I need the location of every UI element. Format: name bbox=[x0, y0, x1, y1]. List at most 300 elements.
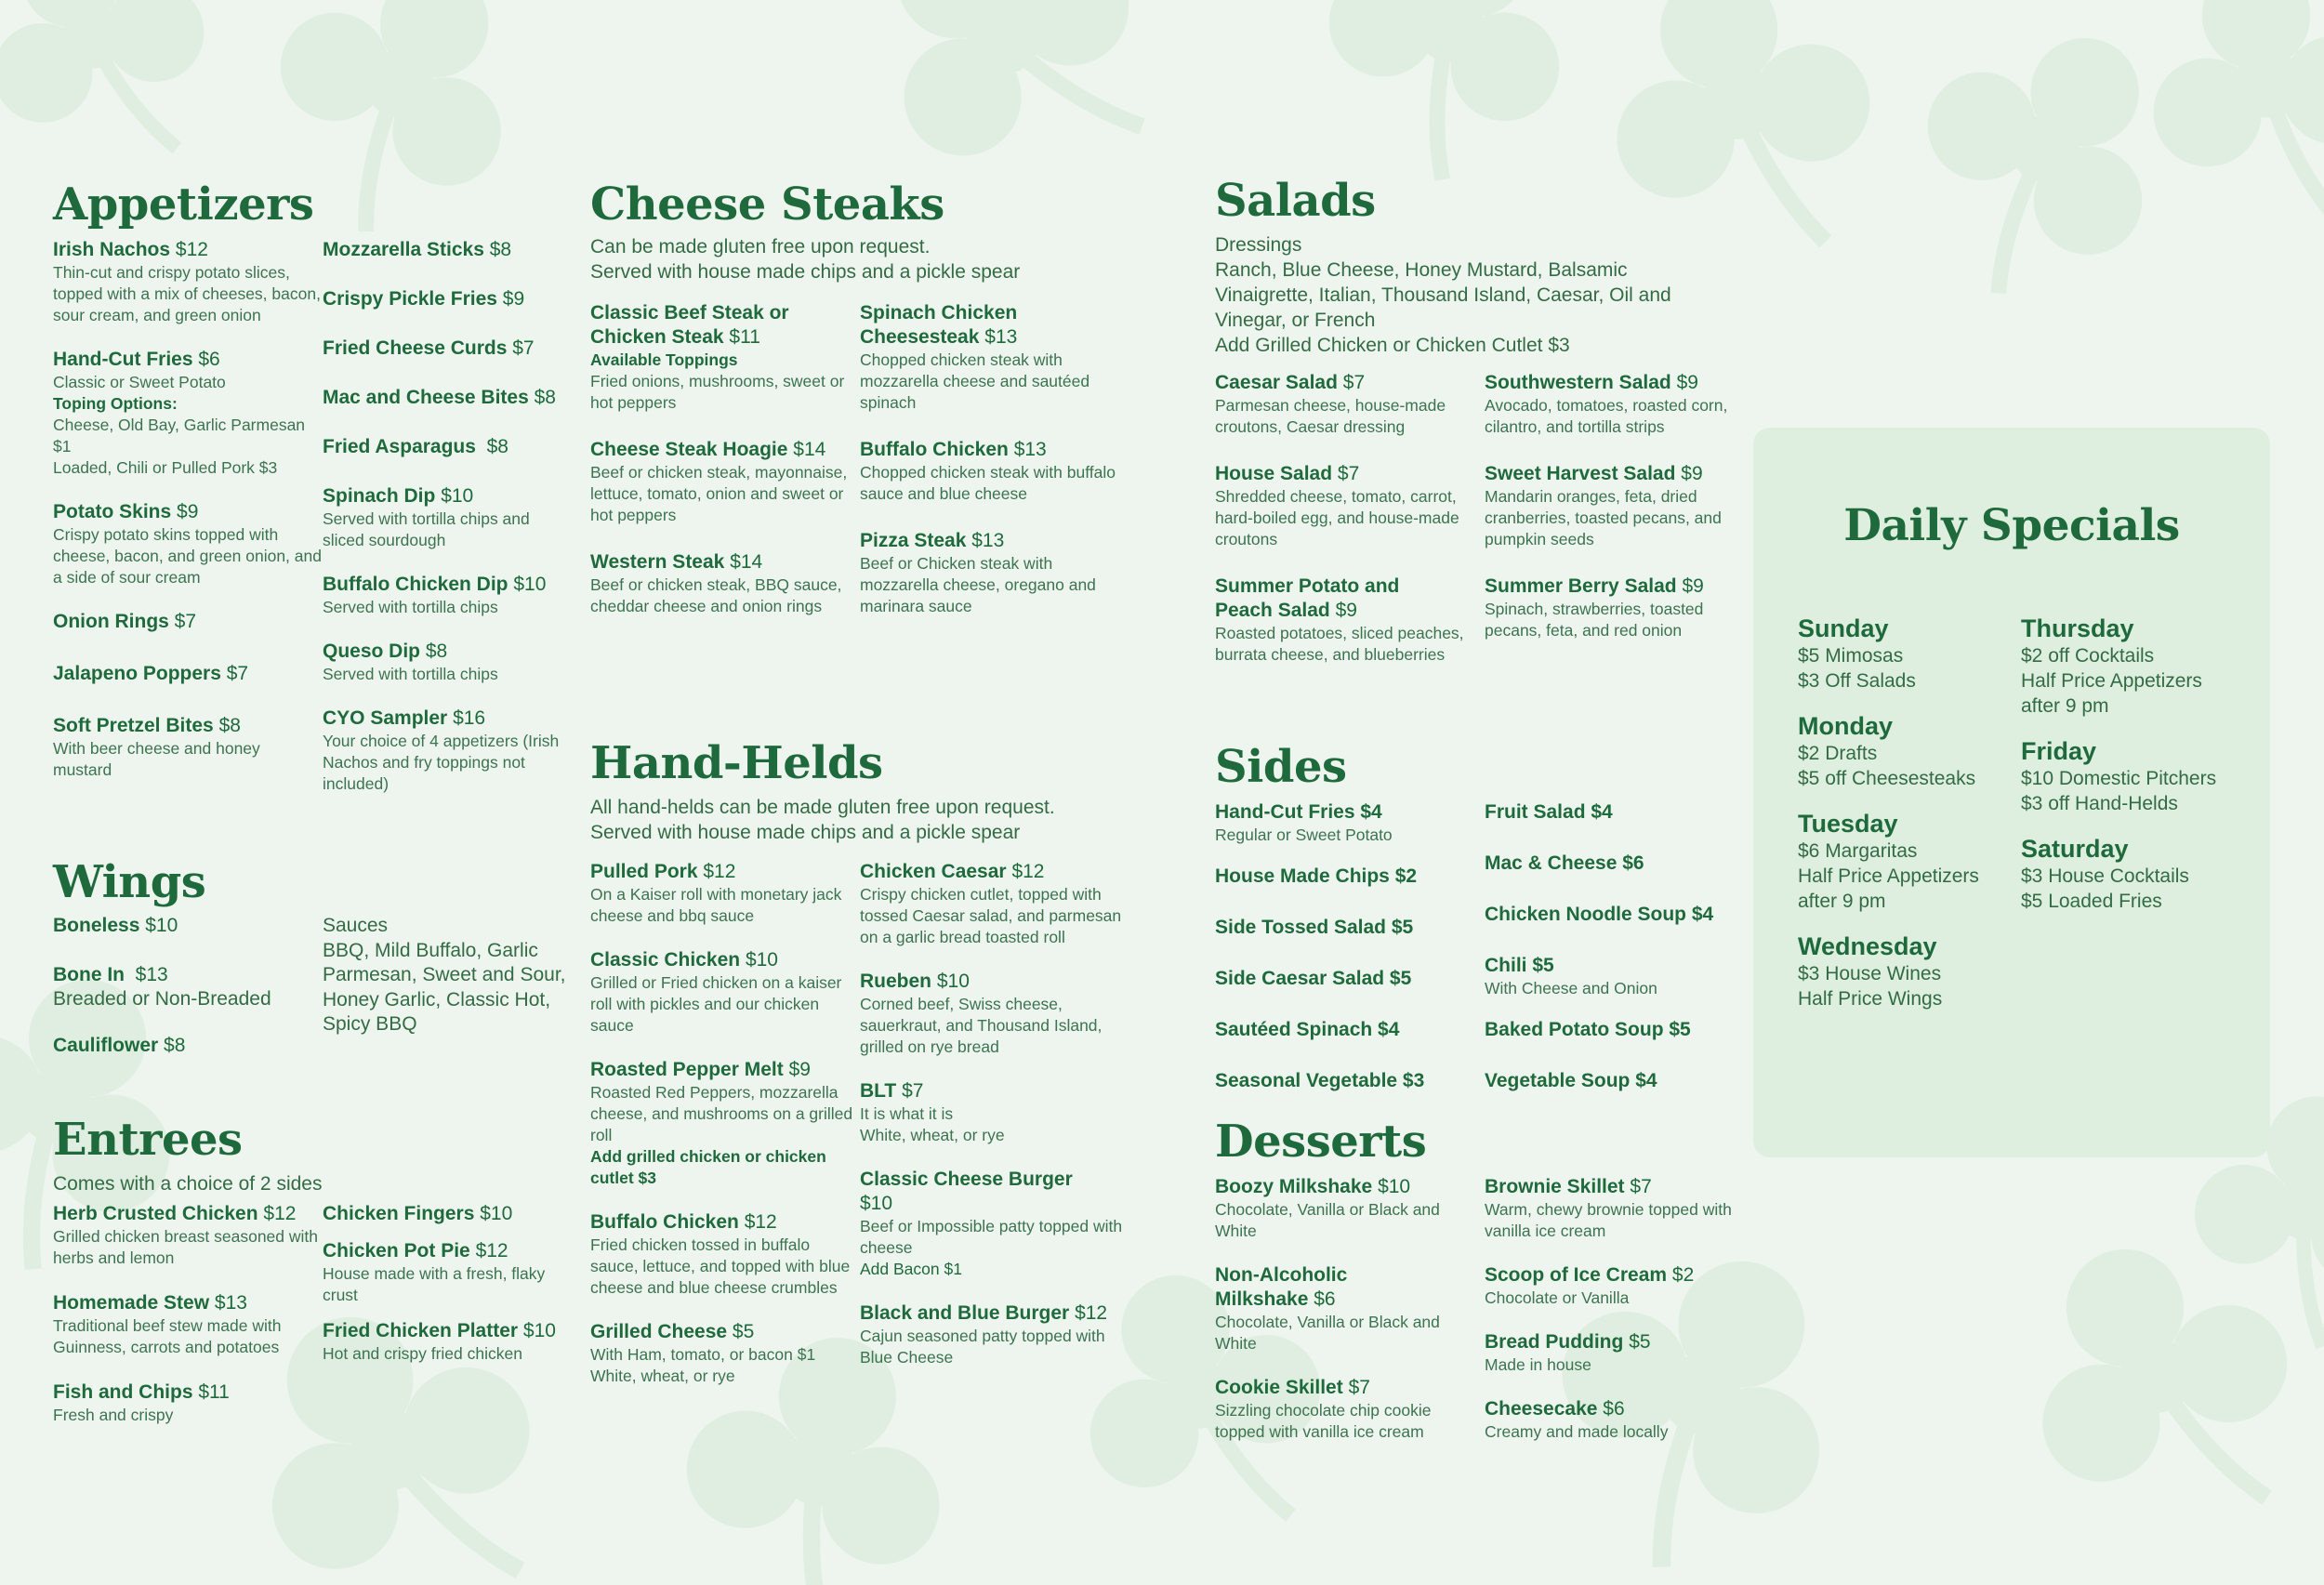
add-on-note: Add grilled chicken or chicken cutlet $3 bbox=[590, 1147, 826, 1187]
item-description: Spinach, strawberries, toasted pecans, feta, and red onion bbox=[1485, 600, 1704, 640]
item-price: $6 bbox=[1314, 1288, 1336, 1310]
item-name: Southwestern Salad bbox=[1485, 372, 1671, 393]
item-description: Beef or chicken steak, mayonnaise, lettuce, tomato, onion and sweet or hot peppers bbox=[590, 463, 848, 524]
item-name: Non-Alcoholic Milkshake bbox=[1215, 1264, 1348, 1310]
item-description: Chopped chicken steak with mozzarella cheese and sautéed spinach bbox=[860, 350, 1090, 412]
item-name: Cheesecake bbox=[1485, 1398, 1598, 1420]
item-price: $13 bbox=[214, 1292, 247, 1314]
menu-item bbox=[1485, 1069, 1754, 1093]
menu-item bbox=[1215, 462, 1485, 550]
menu-item bbox=[53, 714, 323, 781]
item-price: $13 bbox=[971, 530, 1005, 551]
item-name: House Made Chips $2 bbox=[1215, 865, 1418, 887]
menu-item bbox=[860, 438, 1129, 505]
item-name: Boneless bbox=[53, 915, 140, 936]
hand-helds-section bbox=[590, 737, 1148, 1408]
menu-item bbox=[590, 948, 860, 1037]
item-price: $7 bbox=[512, 337, 535, 359]
menu-item bbox=[323, 238, 560, 262]
item-price: $9 bbox=[1676, 372, 1698, 393]
deal-line: $6 Margaritas bbox=[1798, 840, 1918, 862]
menu-item bbox=[53, 1202, 323, 1269]
item-description: Grilled or Fried chicken on a kaiser roll with pickles and our chicken sauce bbox=[590, 973, 842, 1035]
day-name: Monday bbox=[1798, 712, 1894, 740]
appetizers-column-2 bbox=[323, 238, 560, 816]
item-description: Chopped chicken steak with buffalo sauce and blue cheese bbox=[860, 463, 1116, 503]
item-description: Made in house bbox=[1485, 1355, 1591, 1374]
item-description: Crispy chicken cutlet, topped with tossed Caesar salad, and parmesan on a garlic bread toasted roll bbox=[860, 885, 1122, 946]
item-description: Avocado, tomatoes, roasted corn, cilantro, and tortilla strips bbox=[1485, 396, 1728, 436]
item-description: On a Kaiser roll with monetary jack cheese and bbq sauce bbox=[590, 885, 842, 925]
item-price: $12 bbox=[263, 1203, 297, 1224]
item-description: Fried onions, mushrooms, sweet or hot peppers bbox=[590, 372, 845, 412]
menu-item bbox=[53, 1034, 323, 1058]
item-name: Chicken Noodle Soup $4 bbox=[1485, 904, 1714, 925]
menu-item bbox=[1215, 967, 1485, 991]
item-name: Soft Pretzel Bites bbox=[53, 715, 214, 736]
deal-line: Half Price Appetizers after 9 pm bbox=[1798, 865, 1979, 912]
item-price: $14 bbox=[730, 551, 763, 573]
item-price: $6 bbox=[1603, 1398, 1625, 1420]
menu-item bbox=[323, 484, 560, 551]
item-name: Potato Skins bbox=[53, 501, 172, 522]
item-price: $12 bbox=[1011, 861, 1045, 882]
add-on-note: Add Bacon $1 bbox=[860, 1260, 962, 1278]
menu-item bbox=[323, 337, 560, 361]
options-label: Toping Options: bbox=[53, 394, 178, 413]
daily-specials-title: Daily Specials bbox=[1843, 500, 2180, 551]
item-price: $12 bbox=[1075, 1302, 1108, 1324]
menu-item bbox=[1485, 575, 1754, 641]
item-name: Queso Dip bbox=[323, 641, 421, 662]
menu-item bbox=[1485, 1018, 1754, 1042]
salads-title: Salads bbox=[1215, 175, 1376, 227]
item-description: Served with tortilla chips bbox=[323, 598, 498, 616]
menu-item bbox=[590, 860, 860, 927]
special-day bbox=[1798, 809, 2021, 914]
menu-item bbox=[860, 860, 1129, 948]
item-price: $7 bbox=[226, 663, 249, 684]
item-description: Sizzling chocolate chip cookie topped with vanilla ice cream bbox=[1215, 1401, 1432, 1441]
desserts-title: Desserts bbox=[1215, 1116, 1427, 1168]
day-name: Sunday bbox=[1798, 614, 1889, 642]
deal-line: $5 off Cheesesteaks bbox=[1798, 768, 1976, 789]
item-price: $7 bbox=[1630, 1176, 1652, 1197]
item-price: $9 bbox=[1681, 463, 1703, 484]
item-name: BLT bbox=[860, 1080, 897, 1102]
menu-item bbox=[1485, 800, 1754, 825]
special-day bbox=[1798, 711, 2021, 791]
day-name: Tuesday bbox=[1798, 810, 1898, 838]
menu-item bbox=[323, 1319, 560, 1365]
item-name: Roasted Pepper Melt bbox=[590, 1059, 784, 1080]
item-description: Mandarin oranges, feta, dried cranberries, toasted pecans, and pumpkin seeds bbox=[1485, 487, 1722, 548]
entrees-intro: Comes with a choice of 2 sides bbox=[53, 1173, 323, 1195]
menu-item bbox=[1485, 954, 1754, 999]
item-description: Creamy and made locally bbox=[1485, 1422, 1669, 1441]
menu-item bbox=[860, 529, 1129, 617]
menu-item bbox=[1215, 1069, 1485, 1093]
item-name: Hand-Cut Fries $4 bbox=[1215, 801, 1382, 823]
item-name: Fish and Chips bbox=[53, 1381, 193, 1403]
cheese-steaks-section bbox=[590, 178, 1148, 639]
item-name: Spinach Chicken Cheesesteak bbox=[860, 302, 1018, 348]
wings-items bbox=[53, 914, 323, 1079]
menu-item bbox=[323, 707, 560, 795]
item-description: Beef or Impossible patty topped with cheese bbox=[860, 1217, 1123, 1257]
item-name: Hand-Cut Fries bbox=[53, 349, 193, 370]
special-day bbox=[1798, 931, 2021, 1011]
item-price: $9 bbox=[177, 501, 199, 522]
item-price: $12 bbox=[475, 1240, 508, 1261]
item-description: Chocolate or Vanilla bbox=[1485, 1288, 1630, 1307]
menu-item bbox=[1215, 575, 1485, 666]
menu-item bbox=[53, 963, 323, 1012]
appetizers-section bbox=[53, 178, 592, 816]
item-price: $7 bbox=[1337, 463, 1360, 484]
hand-helds-column-1 bbox=[590, 860, 860, 1408]
item-price: $7 bbox=[174, 611, 197, 632]
item-name: Boozy Milkshake bbox=[1215, 1176, 1373, 1197]
item-name: Fruit Salad $4 bbox=[1485, 801, 1613, 823]
item-price: $10 bbox=[860, 1193, 893, 1214]
item-price: $2 bbox=[1671, 1264, 1695, 1286]
deal-line: $3 House Cocktails bbox=[2021, 865, 2189, 887]
item-description: It is what it is bbox=[860, 1104, 954, 1123]
item-description: House made with a fresh, flaky crust bbox=[323, 1264, 546, 1304]
menu-item bbox=[323, 287, 560, 311]
item-name: Chicken Fingers bbox=[323, 1203, 475, 1224]
item-description: Beef or chicken steak, BBQ sauce, cheddar cheese and onion rings bbox=[590, 575, 842, 615]
item-name: Grilled Cheese bbox=[590, 1321, 728, 1342]
special-day bbox=[2021, 834, 2244, 914]
item-price: $11 bbox=[729, 326, 760, 348]
menu-item bbox=[323, 573, 560, 618]
item-price: $12 bbox=[744, 1211, 777, 1233]
item-description: Cajun seasoned patty topped with Blue Cheese bbox=[860, 1327, 1105, 1367]
item-name: Chicken Caesar bbox=[860, 861, 1007, 882]
option-line: Cheese, Old Bay, Garlic Parmesan $1 bbox=[53, 416, 306, 456]
deal-line: $3 House Wines bbox=[1798, 963, 1942, 984]
menu-item bbox=[323, 386, 560, 410]
item-price: $9 bbox=[788, 1059, 811, 1080]
sides-section bbox=[1215, 741, 1773, 1120]
menu-item bbox=[590, 550, 860, 617]
menu-item bbox=[53, 1291, 323, 1358]
item-name: Pulled Pork bbox=[590, 861, 698, 882]
menu-item bbox=[323, 435, 560, 459]
menu-item bbox=[860, 1168, 1129, 1280]
options-label: Available Toppings bbox=[590, 350, 738, 369]
cheese-steaks-title: Cheese Steaks bbox=[590, 178, 944, 231]
item-price: $9 bbox=[502, 288, 525, 310]
item-name: Classic Chicken bbox=[590, 949, 741, 971]
hand-helds-column-2 bbox=[860, 860, 1129, 1408]
deal-line: $3 off Hand-Helds bbox=[2021, 793, 2178, 814]
menu-item bbox=[860, 970, 1129, 1058]
hand-helds-intro-line: All hand-helds can be made gluten free upon request. bbox=[590, 797, 1055, 818]
item-name: Seasonal Vegetable $3 bbox=[1215, 1070, 1425, 1091]
item-description: Fried chicken tossed in buffalo sauce, lettuce, and topped with blue cheese and blue cheese crumbles bbox=[590, 1235, 851, 1297]
item-description: Traditional beef stew made with Guinness, carrots and potatoes bbox=[53, 1316, 282, 1356]
item-price: $8 bbox=[218, 715, 241, 736]
item-description: Hot and crispy fried chicken bbox=[323, 1344, 522, 1363]
item-description: White, wheat, or rye bbox=[860, 1126, 1005, 1144]
item-price: $13 bbox=[984, 326, 1018, 348]
menu-item bbox=[1215, 865, 1485, 889]
menu-item bbox=[1215, 1018, 1485, 1042]
cheese-steaks-intro-line: Can be made gluten free upon request. bbox=[590, 236, 931, 258]
menu-item bbox=[323, 1202, 560, 1226]
item-price: $10 bbox=[480, 1203, 513, 1224]
deal-line: $5 Mimosas bbox=[1798, 645, 1904, 667]
item-description: White, wheat, or rye bbox=[590, 1367, 735, 1385]
special-day bbox=[2021, 736, 2244, 816]
menu-item bbox=[590, 301, 860, 414]
menu-item bbox=[860, 1301, 1129, 1368]
item-name: Scoop of Ice Cream bbox=[1485, 1264, 1668, 1286]
item-name: Side Tossed Salad $5 bbox=[1215, 917, 1414, 938]
salads-column-2 bbox=[1485, 371, 1754, 687]
item-name: Mac and Cheese Bites bbox=[323, 387, 529, 408]
item-name: Cookie Skillet bbox=[1215, 1377, 1343, 1398]
deal-line: $3 Off Salads bbox=[1798, 670, 1916, 692]
entrees-section bbox=[53, 1114, 592, 1447]
wings-section bbox=[53, 856, 592, 1079]
menu-item bbox=[1485, 1330, 1754, 1376]
menu-item bbox=[590, 1058, 860, 1189]
menu-item bbox=[1485, 371, 1754, 438]
deal-line: $10 Domestic Pitchers bbox=[2021, 768, 2217, 789]
item-description: With beer cheese and honey mustard bbox=[53, 739, 260, 779]
menu-item bbox=[53, 914, 323, 938]
deal-line: Half Price Wings bbox=[1798, 988, 1943, 1010]
entrees-column-2 bbox=[323, 1202, 560, 1447]
special-day bbox=[1798, 614, 2021, 693]
item-price: $7 bbox=[1342, 372, 1366, 393]
appetizers-title: Appetizers bbox=[53, 178, 314, 231]
item-price: $10 bbox=[513, 574, 547, 595]
item-description: Served with tortilla chips and sliced sourdough bbox=[323, 509, 530, 549]
item-name: Spinach Dip bbox=[323, 485, 436, 507]
menu-item bbox=[53, 1380, 323, 1426]
item-price: $12 bbox=[175, 239, 208, 260]
item-name: Fried Cheese Curds bbox=[323, 337, 508, 359]
item-description: Roasted Red Peppers, mozzarella cheese, and mushrooms on a grilled roll bbox=[590, 1083, 853, 1144]
item-description: Chocolate, Vanilla or Black and White bbox=[1215, 1200, 1440, 1240]
sauces-label: Sauces bbox=[323, 915, 389, 936]
item-description: Regular or Sweet Potato bbox=[1215, 826, 1393, 844]
menu-item bbox=[53, 238, 323, 326]
deal-line: $2 off Cocktails bbox=[2021, 645, 2155, 667]
cheese-steaks-column-1 bbox=[590, 301, 860, 639]
item-description: Roasted potatoes, sliced peaches, burrata cheese, and blueberries bbox=[1215, 624, 1464, 664]
menu-item bbox=[53, 610, 323, 634]
appetizers-column-1 bbox=[53, 238, 323, 816]
menu-item bbox=[590, 438, 860, 526]
item-price: $12 bbox=[703, 861, 736, 882]
sauces-list: BBQ, Mild Buffalo, Garlic Parmesan, Sweet and Sour, Honey Garlic, Classic Hot, Spicy BBQ bbox=[323, 939, 566, 1035]
item-price: $10 bbox=[441, 485, 474, 507]
wings-title: Wings bbox=[53, 856, 206, 908]
item-description: With Cheese and Onion bbox=[1485, 979, 1657, 997]
item-name: Classic Cheese Burger bbox=[860, 1169, 1073, 1190]
item-price: $8 bbox=[425, 641, 448, 662]
item-name: Sautéed Spinach $4 bbox=[1215, 1019, 1400, 1040]
wings-sauces bbox=[323, 914, 583, 1079]
menu-item bbox=[1215, 1263, 1485, 1354]
item-price: $13 bbox=[135, 964, 168, 985]
item-price: $9 bbox=[1335, 600, 1357, 621]
menu-item bbox=[1215, 800, 1485, 846]
item-price: $16 bbox=[453, 707, 486, 729]
entrees-title: Entrees bbox=[53, 1114, 243, 1166]
item-name: Vegetable Soup $4 bbox=[1485, 1070, 1657, 1091]
item-price: $8 bbox=[534, 387, 556, 408]
item-name: Brownie Skillet bbox=[1485, 1176, 1625, 1197]
menu-item bbox=[53, 500, 323, 588]
item-name: Buffalo Chicken Dip bbox=[323, 574, 508, 595]
salads-section bbox=[1215, 175, 1773, 687]
item-description: Chocolate, Vanilla or Black and White bbox=[1215, 1313, 1440, 1353]
item-description: Corned beef, Swiss cheese, sauerkraut, and Thousand Island, grilled on rye bread bbox=[860, 995, 1103, 1056]
salads-column-1 bbox=[1215, 371, 1485, 687]
day-name: Friday bbox=[2021, 737, 2097, 765]
menu-item bbox=[860, 1079, 1129, 1146]
specials-column-1 bbox=[1798, 614, 2021, 1029]
dressings-label: Dressings bbox=[1215, 234, 1302, 256]
item-price: $8 bbox=[164, 1034, 186, 1056]
item-price: $10 bbox=[1378, 1176, 1411, 1197]
menu-item bbox=[1485, 462, 1754, 550]
item-name: Bone In bbox=[53, 964, 125, 985]
menu-item bbox=[1215, 1175, 1485, 1242]
item-name: Fried Asparagus bbox=[323, 436, 476, 457]
item-price: $10 bbox=[145, 915, 178, 936]
item-name: Sweet Harvest Salad bbox=[1485, 463, 1676, 484]
item-price: $7 bbox=[1348, 1377, 1370, 1398]
item-name: Black and Blue Burger bbox=[860, 1302, 1070, 1324]
menu-item bbox=[1215, 1376, 1485, 1443]
menu-item bbox=[53, 348, 323, 479]
day-name: Thursday bbox=[2021, 614, 2134, 642]
item-price: $11 bbox=[198, 1381, 230, 1403]
day-name: Saturday bbox=[2021, 835, 2129, 863]
item-name: Summer Berry Salad bbox=[1485, 575, 1677, 597]
item-description: With Ham, tomato, or bacon $1 bbox=[590, 1345, 816, 1364]
desserts-column-1 bbox=[1215, 1175, 1485, 1464]
menu-item bbox=[860, 301, 1129, 414]
sides-title: Sides bbox=[1215, 741, 1347, 793]
item-name: Fried Chicken Platter bbox=[323, 1320, 519, 1341]
menu-item bbox=[1485, 1397, 1754, 1443]
item-price: $14 bbox=[793, 439, 826, 460]
daily-specials-panel bbox=[1753, 428, 2270, 1157]
menu-item bbox=[1215, 371, 1485, 438]
item-description: Classic or Sweet Potato bbox=[53, 373, 226, 391]
item-description: Fresh and crispy bbox=[53, 1406, 174, 1424]
item-price: $8 bbox=[489, 239, 512, 260]
menu-item bbox=[323, 640, 560, 685]
option-line: Loaded, Chili or Pulled Pork $3 bbox=[53, 458, 278, 477]
item-name: Irish Nachos bbox=[53, 239, 171, 260]
item-name: Summer Potato and Peach Salad bbox=[1215, 575, 1400, 621]
item-name: Mac & Cheese $6 bbox=[1485, 852, 1644, 874]
item-description: Served with tortilla chips bbox=[323, 665, 498, 683]
item-price: $5 bbox=[1629, 1331, 1651, 1353]
menu-item bbox=[323, 1239, 560, 1306]
desserts-section bbox=[1215, 1116, 1773, 1464]
item-name: Pizza Steak bbox=[860, 530, 967, 551]
item-name: Baked Potato Soup $5 bbox=[1485, 1019, 1691, 1040]
menu-item bbox=[1485, 852, 1754, 876]
item-name: Onion Rings bbox=[53, 611, 169, 632]
deal-line: $2 Drafts bbox=[1798, 743, 1878, 764]
item-price: $10 bbox=[745, 949, 778, 971]
special-day bbox=[2021, 614, 2244, 719]
item-name: Cauliflower bbox=[53, 1034, 159, 1056]
item-description: Beef or Chicken steak with mozzarella cheese, oregano and marinara sauce bbox=[860, 554, 1096, 615]
menu-item bbox=[1485, 903, 1754, 927]
item-name: Buffalo Chicken bbox=[860, 439, 1009, 460]
item-name: Mozzarella Sticks bbox=[323, 239, 484, 260]
menu-item bbox=[53, 662, 323, 686]
day-name: Wednesday bbox=[1798, 932, 1937, 960]
specials-column-2 bbox=[2021, 614, 2244, 931]
item-name: Bread Pudding bbox=[1485, 1331, 1624, 1353]
item-name: Chicken Pot Pie bbox=[323, 1240, 470, 1261]
menu-item bbox=[590, 1210, 860, 1299]
item-name: Western Steak bbox=[590, 551, 725, 573]
item-description: Warm, chewy brownie topped with vanilla ice cream bbox=[1485, 1200, 1732, 1240]
item-price: $6 bbox=[198, 349, 220, 370]
item-name: Crispy Pickle Fries bbox=[323, 288, 497, 310]
item-description: Your choice of 4 appetizers (Irish Nachos and fry toppings not included) bbox=[323, 732, 560, 793]
item-price: $9 bbox=[1682, 575, 1704, 597]
sides-column-1 bbox=[1215, 800, 1485, 1120]
dressings-list: Ranch, Blue Cheese, Honey Mustard, Balsamic Vinaigrette, Italian, Thousand Island, Caesar, Oil and Vinegar, or French bbox=[1215, 259, 1671, 331]
item-description: Grilled chicken breast seasoned with herbs and lemon bbox=[53, 1227, 319, 1267]
item-name: Herb Crusted Chicken bbox=[53, 1203, 258, 1224]
item-price: $8 bbox=[486, 436, 508, 457]
item-description: Breaded or Non-Breaded bbox=[53, 988, 271, 1010]
menu-item bbox=[1485, 1175, 1754, 1242]
deal-line: Half Price Appetizers after 9 pm bbox=[2021, 670, 2202, 717]
item-name: Chili $5 bbox=[1485, 955, 1554, 976]
item-name: Buffalo Chicken bbox=[590, 1211, 739, 1233]
hand-helds-title: Hand-Helds bbox=[590, 737, 883, 789]
entrees-column-1 bbox=[53, 1202, 323, 1447]
item-name: Side Caesar Salad $5 bbox=[1215, 968, 1412, 989]
item-price: $5 bbox=[732, 1321, 755, 1342]
deal-line: $5 Loaded Fries bbox=[2021, 891, 2162, 912]
cheese-steaks-intro-line: Served with house made chips and a pickle spear bbox=[590, 261, 1021, 283]
salad-add-on: Add Grilled Chicken or Chicken Cutlet $3 bbox=[1215, 335, 1570, 356]
item-price: $7 bbox=[902, 1080, 924, 1102]
menu-item bbox=[1485, 1263, 1754, 1309]
item-name: Jalapeno Poppers bbox=[53, 663, 221, 684]
item-name: House Salad bbox=[1215, 463, 1333, 484]
item-description: Crispy potato skins topped with cheese, bacon, and green onion, and a side of sour cream bbox=[53, 525, 322, 587]
item-price: $10 bbox=[936, 971, 970, 992]
item-description: Shredded cheese, tomato, carrot, hard-boiled egg, and house-made croutons bbox=[1215, 487, 1459, 548]
menu-item bbox=[590, 1320, 860, 1387]
cheese-steaks-column-2 bbox=[860, 301, 1129, 639]
item-name: CYO Sampler bbox=[323, 707, 448, 729]
item-description: Thin-cut and crispy potato slices, topped with a mix of cheeses, bacon, sour cream, and green onion bbox=[53, 263, 321, 324]
item-name: Homemade Stew bbox=[53, 1292, 210, 1314]
menu-item bbox=[1215, 916, 1485, 940]
